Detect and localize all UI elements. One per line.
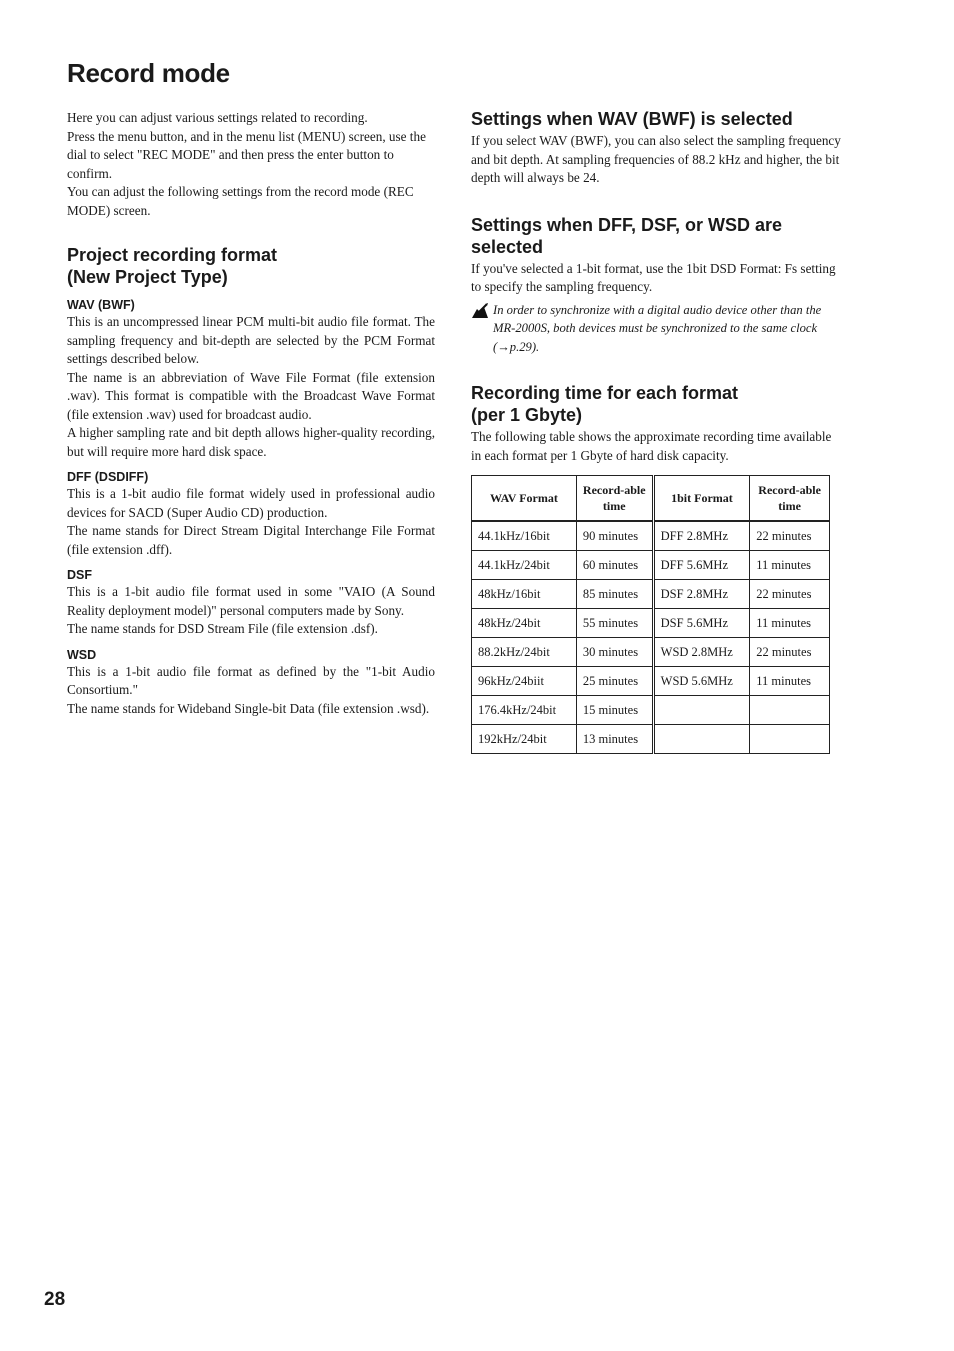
format-paragraph: A higher sampling rate and bit depth allows higher-quality recording, but will require more hard disk space. bbox=[67, 425, 435, 459]
table-cell bbox=[653, 725, 750, 754]
note-text: In order to synchronize with a digital audio device other than the MR-2000S, both devices must be synchronized to the same clock (→p.29). bbox=[493, 302, 822, 354]
format-paragraph: This is an uncompressed linear PCM multi-bit audio file format. The sampling frequency and bit-depth are selected by the PCM Format settings described below. bbox=[67, 314, 435, 366]
format-paragraph: This is a 1-bit audio file format used in some "VAIO (A Sound Reality deployment model)" personal computers made by Sony. bbox=[67, 584, 435, 618]
table-cell: WSD 5.6MHz bbox=[653, 667, 750, 696]
table-cell: 60 minutes bbox=[576, 551, 653, 580]
table-cell: 11 minutes bbox=[750, 551, 830, 580]
rec-time-text: The following table shows the approximate recording time available in each format per 1 Gbyte of hard disk capacity. bbox=[471, 429, 832, 463]
table-cell: 55 minutes bbox=[576, 609, 653, 638]
table-cell: 11 minutes bbox=[750, 667, 830, 696]
table-cell: 25 minutes bbox=[576, 667, 653, 696]
table-cell bbox=[653, 696, 750, 725]
table-cell: 30 minutes bbox=[576, 638, 653, 667]
intro-paragraph-3: You can adjust the following settings from the record mode (REC MODE) screen. bbox=[67, 184, 414, 218]
right-column bbox=[471, 108, 843, 754]
note-pencil-icon bbox=[471, 301, 493, 323]
table-cell: DSF 2.8MHz bbox=[653, 580, 750, 609]
table-row bbox=[472, 725, 830, 754]
table-cell: DFF 2.8MHz bbox=[653, 521, 750, 551]
wav-settings-text: If you select WAV (BWF), you can also select the sampling frequency and bit depth. At sampling frequencies of 88.2 kHz and higher, the bit depth will always be 24. bbox=[471, 133, 841, 185]
intro-paragraph-2: Press the menu button, and in the menu list (MENU) screen, use the dial to select "REC MODE" and then press the enter button to confirm. bbox=[67, 128, 426, 181]
table-cell: 22 minutes bbox=[750, 521, 830, 551]
format-paragraph: This is a 1-bit audio file format as defined by the "1-bit Audio Consortium." bbox=[67, 663, 435, 697]
table-cell: 11 minutes bbox=[750, 609, 830, 638]
table-row bbox=[472, 580, 830, 609]
page-title: Record mode bbox=[67, 58, 230, 88]
table-cell: DSF 5.6MHz bbox=[653, 609, 750, 638]
table-cell: 22 minutes bbox=[750, 638, 830, 667]
table-cell: 88.2kHz/24bit bbox=[472, 638, 577, 667]
wav-settings-heading: Settings when WAV (BWF) is selected bbox=[471, 109, 793, 129]
table-cell: 44.1kHz/16bit bbox=[472, 521, 577, 551]
table-cell: 192kHz/24bit bbox=[472, 725, 577, 754]
format-name: DFF (DSDIFF) bbox=[67, 470, 149, 484]
table-cell bbox=[750, 725, 830, 754]
table-cell: 85 minutes bbox=[576, 580, 653, 609]
column-header: WAV Format bbox=[472, 476, 577, 522]
column-header: Record-able time bbox=[576, 476, 653, 522]
format-paragraph: The name stands for DSD Stream File (file extension .dsf). bbox=[67, 621, 378, 636]
table-row bbox=[472, 521, 830, 551]
format-wsd bbox=[67, 647, 435, 719]
format-paragraph: The name stands for Wideband Single-bit Data (file extension .wsd). bbox=[67, 700, 430, 716]
format-wav bbox=[67, 297, 435, 461]
table-row bbox=[472, 551, 830, 580]
format-paragraph: The name stands for Direct Stream Digital Interchange File Format (file extension .dff). bbox=[67, 523, 435, 557]
table-cell: 15 minutes bbox=[576, 696, 653, 725]
table-cell: 13 minutes bbox=[576, 725, 653, 754]
table-cell: 22 minutes bbox=[750, 580, 830, 609]
dsd-settings-text: If you've selected a 1-bit format, use the 1bit DSD Format: Fs setting to specify the sampling frequency. bbox=[471, 260, 836, 294]
table-header-row bbox=[472, 476, 830, 522]
note-block bbox=[471, 301, 843, 357]
intro-paragraph-1: Here you can adjust various settings related to recording. bbox=[67, 110, 368, 125]
table-cell: 90 minutes bbox=[576, 521, 653, 551]
format-name: WSD bbox=[67, 647, 97, 662]
column-header: 1bit Format bbox=[653, 476, 750, 522]
format-name: WAV (BWF) bbox=[67, 298, 135, 312]
format-name: DSF bbox=[67, 568, 92, 582]
recording-time-table bbox=[471, 475, 830, 754]
dsd-settings-heading: Settings when DFF, DSF, or WSD are selected bbox=[471, 214, 783, 257]
table-row bbox=[472, 638, 830, 667]
rec-time-heading: Recording time for each format (per 1 Gbyte) bbox=[471, 383, 739, 425]
table-row bbox=[472, 667, 830, 696]
format-dsf bbox=[67, 567, 435, 639]
table-cell: DFF 5.6MHz bbox=[653, 551, 750, 580]
table-cell: WSD 2.8MHz bbox=[653, 638, 750, 667]
table-row bbox=[472, 609, 830, 638]
table-cell bbox=[750, 696, 830, 725]
column-header: Record-able time bbox=[750, 476, 830, 522]
table-cell: 176.4kHz/24bit bbox=[472, 696, 577, 725]
table-cell: 48kHz/24bit bbox=[472, 609, 577, 638]
format-dff bbox=[67, 469, 435, 559]
table-row bbox=[472, 696, 830, 725]
project-format-heading: Project recording format (New Project Type) bbox=[67, 245, 278, 287]
left-column bbox=[67, 109, 435, 718]
table-cell: 96kHz/24biit bbox=[472, 667, 577, 696]
table-cell: 44.1kHz/24bit bbox=[472, 551, 577, 580]
format-paragraph: This is a 1-bit audio file format widely used in professional audio devices for SACD (Super Audio CD) production. bbox=[67, 486, 435, 520]
format-paragraph: The name is an abbreviation of Wave File Format (file extension .wav). This format is compatible with the Broadcast Wave Format (file extension .wav) used for broadcast audio. bbox=[67, 369, 435, 422]
table-cell: 48kHz/16bit bbox=[472, 580, 577, 609]
page-number: 28 bbox=[44, 1289, 66, 1310]
